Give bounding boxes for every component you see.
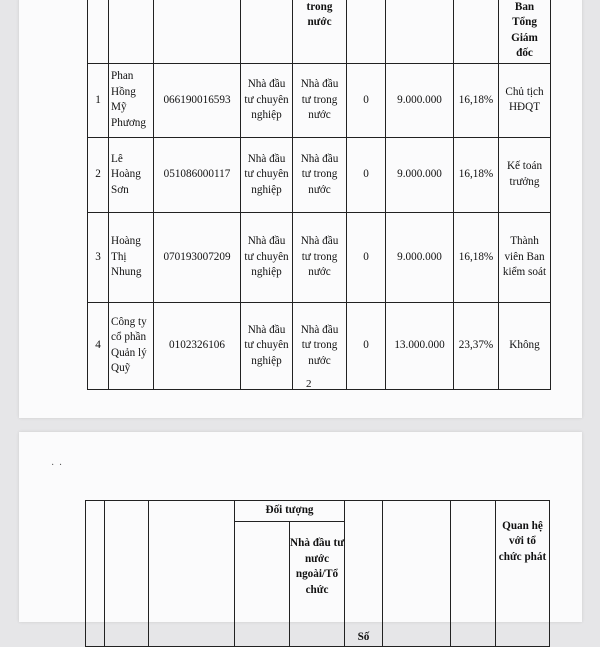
row-investor-type: Nhà đầu tư chuyên nghiệp [241, 302, 293, 389]
row-name: Lê Hoàng Sơn [109, 137, 154, 212]
row-stt: 2 [88, 137, 109, 212]
row-shares: 13.000.000 [386, 302, 454, 389]
page-number: 2 [306, 378, 312, 390]
table-header-row [86, 501, 550, 647]
header-investor-group [235, 501, 345, 647]
header-foreign-investor: Nhà đầu tư nước ngoài/Tổ chức [290, 537, 344, 596]
row-foreign-count: 0 [347, 212, 386, 302]
header-group-label: Đối tượng [235, 501, 344, 522]
row-ratio: 16,18% [454, 137, 499, 212]
row-id-number: 070193007209 [154, 212, 241, 302]
row-name: Công ty cổ phần Quản lý Quỹ [109, 302, 154, 389]
row-investor-type: Nhà đầu tư chuyên nghiệp [241, 137, 293, 212]
row-ratio: 16,18% [454, 212, 499, 302]
row-relation: Không [499, 302, 551, 389]
header-relation: Ban Tổng Giám đốc [499, 0, 551, 63]
row-foreign-count: 0 [347, 302, 386, 389]
row-name: Phan Hồng Mỹ Phương [109, 63, 154, 137]
row-investor-origin: Nhà đầu tư trong nước [293, 63, 347, 137]
row-id-number: 066190016593 [154, 63, 241, 137]
table-header-row [88, 0, 551, 63]
document-page-1 [19, 0, 582, 418]
row-relation: Chủ tịch HĐQT [499, 63, 551, 137]
header-domestic-investor: trong nước [293, 0, 347, 63]
row-stt: 4 [88, 302, 109, 389]
scan-mark: · · [51, 460, 64, 471]
row-shares: 9.000.000 [386, 137, 454, 212]
table-row [88, 212, 551, 302]
row-id-number: 051086000117 [154, 137, 241, 212]
row-relation: Kế toán trưởng [499, 137, 551, 212]
row-id-number: 0102326106 [154, 302, 241, 389]
row-shares: 9.000.000 [386, 63, 454, 137]
row-foreign-count: 0 [347, 63, 386, 137]
row-shares: 9.000.000 [386, 212, 454, 302]
row-name: Hoàng Thị Nhung [109, 212, 154, 302]
row-relation: Thành viên Ban kiểm soát [499, 212, 551, 302]
document-page-2 [19, 432, 582, 643]
table-row [88, 63, 551, 137]
row-investor-origin: Nhà đầu tư trong nước [293, 137, 347, 212]
row-ratio: 23,37% [454, 302, 499, 389]
shareholder-table [87, 0, 551, 390]
table-row [88, 137, 551, 212]
shareholder-table-continued [85, 500, 550, 647]
header-relation: Quan hệ với tổ chức phát [496, 501, 550, 647]
row-foreign-count: 0 [347, 137, 386, 212]
row-stt: 1 [88, 63, 109, 137]
row-investor-origin: Nhà đầu tư trong nước [293, 302, 347, 389]
row-stt: 3 [88, 212, 109, 302]
header-count: Số [345, 501, 383, 647]
row-investor-type: Nhà đầu tư chuyên nghiệp [241, 63, 293, 137]
row-investor-origin: Nhà đầu tư trong nước [293, 212, 347, 302]
table-row [88, 302, 551, 389]
row-ratio: 16,18% [454, 63, 499, 137]
row-investor-type: Nhà đầu tư chuyên nghiệp [241, 212, 293, 302]
